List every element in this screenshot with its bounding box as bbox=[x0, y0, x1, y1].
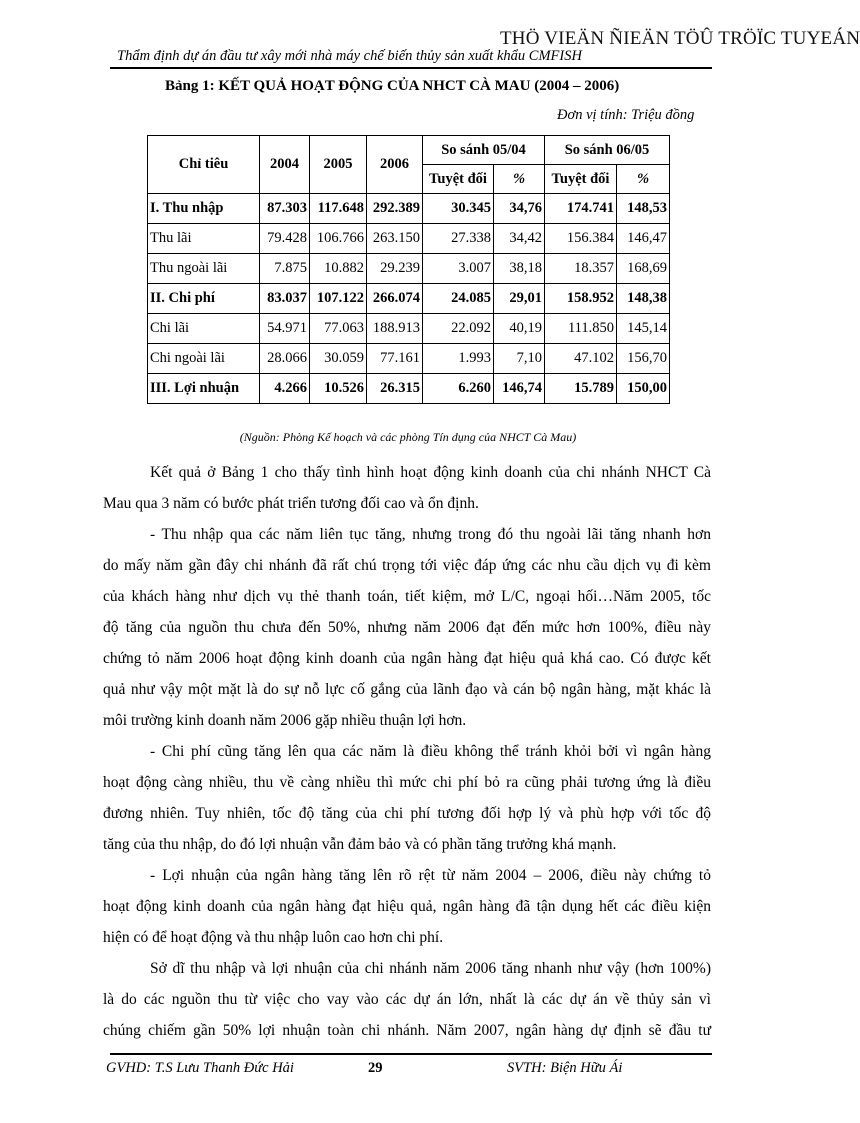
cell-2005: 30.059 bbox=[310, 344, 367, 374]
cell-abs-0504: 30.345 bbox=[423, 194, 494, 224]
text-line: là do các nguồn thu từ việc cho vay vào các dự án lớn, nhất là các dự án về thủy sản vì bbox=[103, 991, 711, 1008]
text-line: chứng tỏ năm 2006 hoạt động kinh doanh của ngân hàng đạt hiệu quả khá cao. Có được kết bbox=[103, 650, 711, 667]
row-label: Chi lãi bbox=[148, 314, 260, 344]
cell-2005: 10.882 bbox=[310, 254, 367, 284]
cell-pct-0504: 7,10 bbox=[494, 344, 545, 374]
cell-abs-0504: 22.092 bbox=[423, 314, 494, 344]
cell-2005: 77.063 bbox=[310, 314, 367, 344]
cell-2006: 292.389 bbox=[367, 194, 423, 224]
cell-abs-0605: 111.850 bbox=[545, 314, 617, 344]
cell-abs-0504: 27.338 bbox=[423, 224, 494, 254]
cell-abs-0605: 15.789 bbox=[545, 374, 617, 404]
table-source: (Nguồn: Phòng Kế hoạch và các phòng Tín dụng của NHCT Cà Mau) bbox=[239, 430, 577, 444]
cell-2004: 7.875 bbox=[260, 254, 310, 284]
header-absolute-0504: Tuyệt đối bbox=[423, 165, 494, 194]
cell-pct-0504: 38,18 bbox=[494, 254, 545, 284]
table-row bbox=[148, 224, 670, 254]
cell-2005: 10.526 bbox=[310, 374, 367, 404]
text-line: hoạt động càng nhiều, thu về càng nhiều thì mức chi phí bỏ ra cũng phải tương ứng là điều bbox=[103, 774, 711, 791]
table-header-row bbox=[148, 136, 670, 165]
cell-2004: 4.266 bbox=[260, 374, 310, 404]
row-label: Chi ngoài lãi bbox=[148, 344, 260, 374]
text-line: - Thu nhập qua các năm liên tục tăng, nhưng trong đó thu ngoài lãi tăng nhanh hơn bbox=[150, 526, 711, 543]
footer-student: SVTH: Biện Hữu Ái bbox=[507, 1060, 623, 1076]
table-row bbox=[148, 254, 670, 284]
paragraph-cost bbox=[103, 736, 711, 860]
text-line: đương nhiên. Tuy nhiên, tốc độ tăng của chi phí tương đối hợp lý và phù hợp với tốc độ bbox=[103, 805, 711, 822]
cell-pct-0605: 146,47 bbox=[617, 224, 670, 254]
page-header-title: Thẩm định dự án đầu tư xây mới nhà máy chế biến thủy sản xuất khẩu CMFISH bbox=[117, 48, 582, 64]
cell-pct-0504: 40,19 bbox=[494, 314, 545, 344]
cell-pct-0504: 146,74 bbox=[494, 374, 545, 404]
cell-abs-0504: 6.260 bbox=[423, 374, 494, 404]
cell-2005: 106.766 bbox=[310, 224, 367, 254]
cell-abs-0504: 3.007 bbox=[423, 254, 494, 284]
cell-pct-0605: 150,00 bbox=[617, 374, 670, 404]
table-row bbox=[148, 284, 670, 314]
text-line: Kết quả ở Bảng 1 cho thấy tình hình hoạt động kinh doanh của chi nhánh NHCT Cà bbox=[150, 464, 711, 481]
page-number: 29 bbox=[368, 1060, 383, 1076]
text-line: do mấy năm gần đây chi nhánh đã rất chú trọng tới việc đáp ứng các nhu cầu dịch vụ đi kèm bbox=[103, 557, 711, 574]
header-indicator: Chỉ tiêu bbox=[148, 136, 260, 194]
footer-advisor: GVHD: T.S Lưu Thanh Đức Hải bbox=[106, 1060, 294, 1076]
text-line: của khách hàng như dịch vụ thẻ thanh toán, tiết kiệm, mở L/C, ngoại hối…Năm 2005, tốc bbox=[103, 588, 711, 605]
text-line: độ tăng của nguồn thu chưa đến 50%, nhưng năm 2006 đạt đến mức hơn 100%, điều này bbox=[103, 619, 711, 636]
header-percent-0605: % bbox=[617, 165, 670, 194]
cell-pct-0504: 34,42 bbox=[494, 224, 545, 254]
header-2005: 2005 bbox=[310, 136, 367, 194]
cell-2004: 79.428 bbox=[260, 224, 310, 254]
text-line: tăng của thu nhập, do đó lợi nhuận vẫn đảm bảo và có phần tăng trưởng khá mạnh. bbox=[103, 836, 617, 853]
text-line: Mau qua 3 năm có bước phát triển tương đối cao và ổn định. bbox=[103, 495, 479, 512]
row-label: II. Chi phí bbox=[148, 284, 260, 314]
footer-divider bbox=[110, 1053, 712, 1055]
cell-2004: 54.971 bbox=[260, 314, 310, 344]
cell-pct-0504: 34,76 bbox=[494, 194, 545, 224]
cell-2004: 83.037 bbox=[260, 284, 310, 314]
cell-abs-0605: 18.357 bbox=[545, 254, 617, 284]
cell-abs-0504: 24.085 bbox=[423, 284, 494, 314]
cell-abs-0504: 1.993 bbox=[423, 344, 494, 374]
text-line: - Chi phí cũng tăng lên qua các năm là điều không thể tránh khỏi bởi vì ngân hàng bbox=[150, 743, 711, 760]
header-compare-0605: So sánh 06/05 bbox=[545, 136, 670, 165]
paragraph-intro bbox=[103, 457, 711, 519]
table-row bbox=[148, 314, 670, 344]
watermark-text: THÖ VIEÄN ÑIEÄN TÖÛ TRÖÏC TUYEÁN bbox=[500, 28, 860, 49]
cell-2006: 266.074 bbox=[367, 284, 423, 314]
table-title: Bảng 1: KẾT QUẢ HOẠT ĐỘNG CỦA NHCT CÀ MAU (2004 – 2006) bbox=[165, 78, 620, 94]
cell-2004: 28.066 bbox=[260, 344, 310, 374]
text-line: quả như vậy một mặt là do sự nỗ lực cố gắng của lãnh đạo và cán bộ ngân hàng, mặt khác là bbox=[103, 681, 711, 698]
header-2004: 2004 bbox=[260, 136, 310, 194]
table-row bbox=[148, 194, 670, 224]
text-line: hoạt động kinh doanh của ngân hàng đạt hiệu quả, ngân hàng đã tận dụng hết các điều kiện bbox=[103, 898, 711, 915]
cell-pct-0605: 145,14 bbox=[617, 314, 670, 344]
header-compare-0504: So sánh 05/04 bbox=[423, 136, 545, 165]
table-row bbox=[148, 344, 670, 374]
text-line: hiện có để hoạt động và thu nhập luôn cao hơn chi phí. bbox=[103, 929, 444, 946]
cell-2006: 188.913 bbox=[367, 314, 423, 344]
table-row bbox=[148, 374, 670, 404]
cell-pct-0605: 148,53 bbox=[617, 194, 670, 224]
header-divider bbox=[110, 67, 712, 69]
row-label: I. Thu nhập bbox=[148, 194, 260, 224]
cell-2006: 77.161 bbox=[367, 344, 423, 374]
paragraph-income bbox=[103, 519, 711, 736]
cell-2005: 107.122 bbox=[310, 284, 367, 314]
header-2006: 2006 bbox=[367, 136, 423, 194]
cell-2006: 26.315 bbox=[367, 374, 423, 404]
header-absolute-0605: Tuyệt đối bbox=[545, 165, 617, 194]
header-percent-0504: % bbox=[494, 165, 545, 194]
cell-2005: 117.648 bbox=[310, 194, 367, 224]
cell-abs-0605: 174.741 bbox=[545, 194, 617, 224]
results-table bbox=[147, 135, 670, 404]
text-line: môi trường kinh doanh năm 2006 gặp nhiều thuận lợi hơn. bbox=[103, 712, 467, 729]
cell-pct-0605: 148,38 bbox=[617, 284, 670, 314]
row-label: Thu lãi bbox=[148, 224, 260, 254]
paragraph-profit bbox=[103, 860, 711, 953]
row-label: Thu ngoài lãi bbox=[148, 254, 260, 284]
cell-abs-0605: 156.384 bbox=[545, 224, 617, 254]
paragraph-reason bbox=[103, 953, 711, 1046]
cell-2006: 29.239 bbox=[367, 254, 423, 284]
cell-2006: 263.150 bbox=[367, 224, 423, 254]
text-line: Sở dĩ thu nhập và lợi nhuận của chi nhánh năm 2006 tăng nhanh như vậy (hơn 100%) bbox=[150, 960, 711, 977]
text-line: - Lợi nhuận của ngân hàng tăng lên rõ rệt từ năm 2004 – 2006, điều này chứng tỏ bbox=[150, 867, 711, 884]
text-line: chúng chiếm gần 50% lợi nhuận toàn chi nhánh. Năm 2007, ngân hàng dự định sẽ đầu tư bbox=[103, 1022, 711, 1039]
row-label: III. Lợi nhuận bbox=[148, 374, 260, 404]
cell-pct-0504: 29,01 bbox=[494, 284, 545, 314]
cell-abs-0605: 47.102 bbox=[545, 344, 617, 374]
cell-pct-0605: 156,70 bbox=[617, 344, 670, 374]
table-unit: Đơn vị tính: Triệu đồng bbox=[557, 107, 695, 123]
cell-abs-0605: 158.952 bbox=[545, 284, 617, 314]
cell-pct-0605: 168,69 bbox=[617, 254, 670, 284]
cell-2004: 87.303 bbox=[260, 194, 310, 224]
